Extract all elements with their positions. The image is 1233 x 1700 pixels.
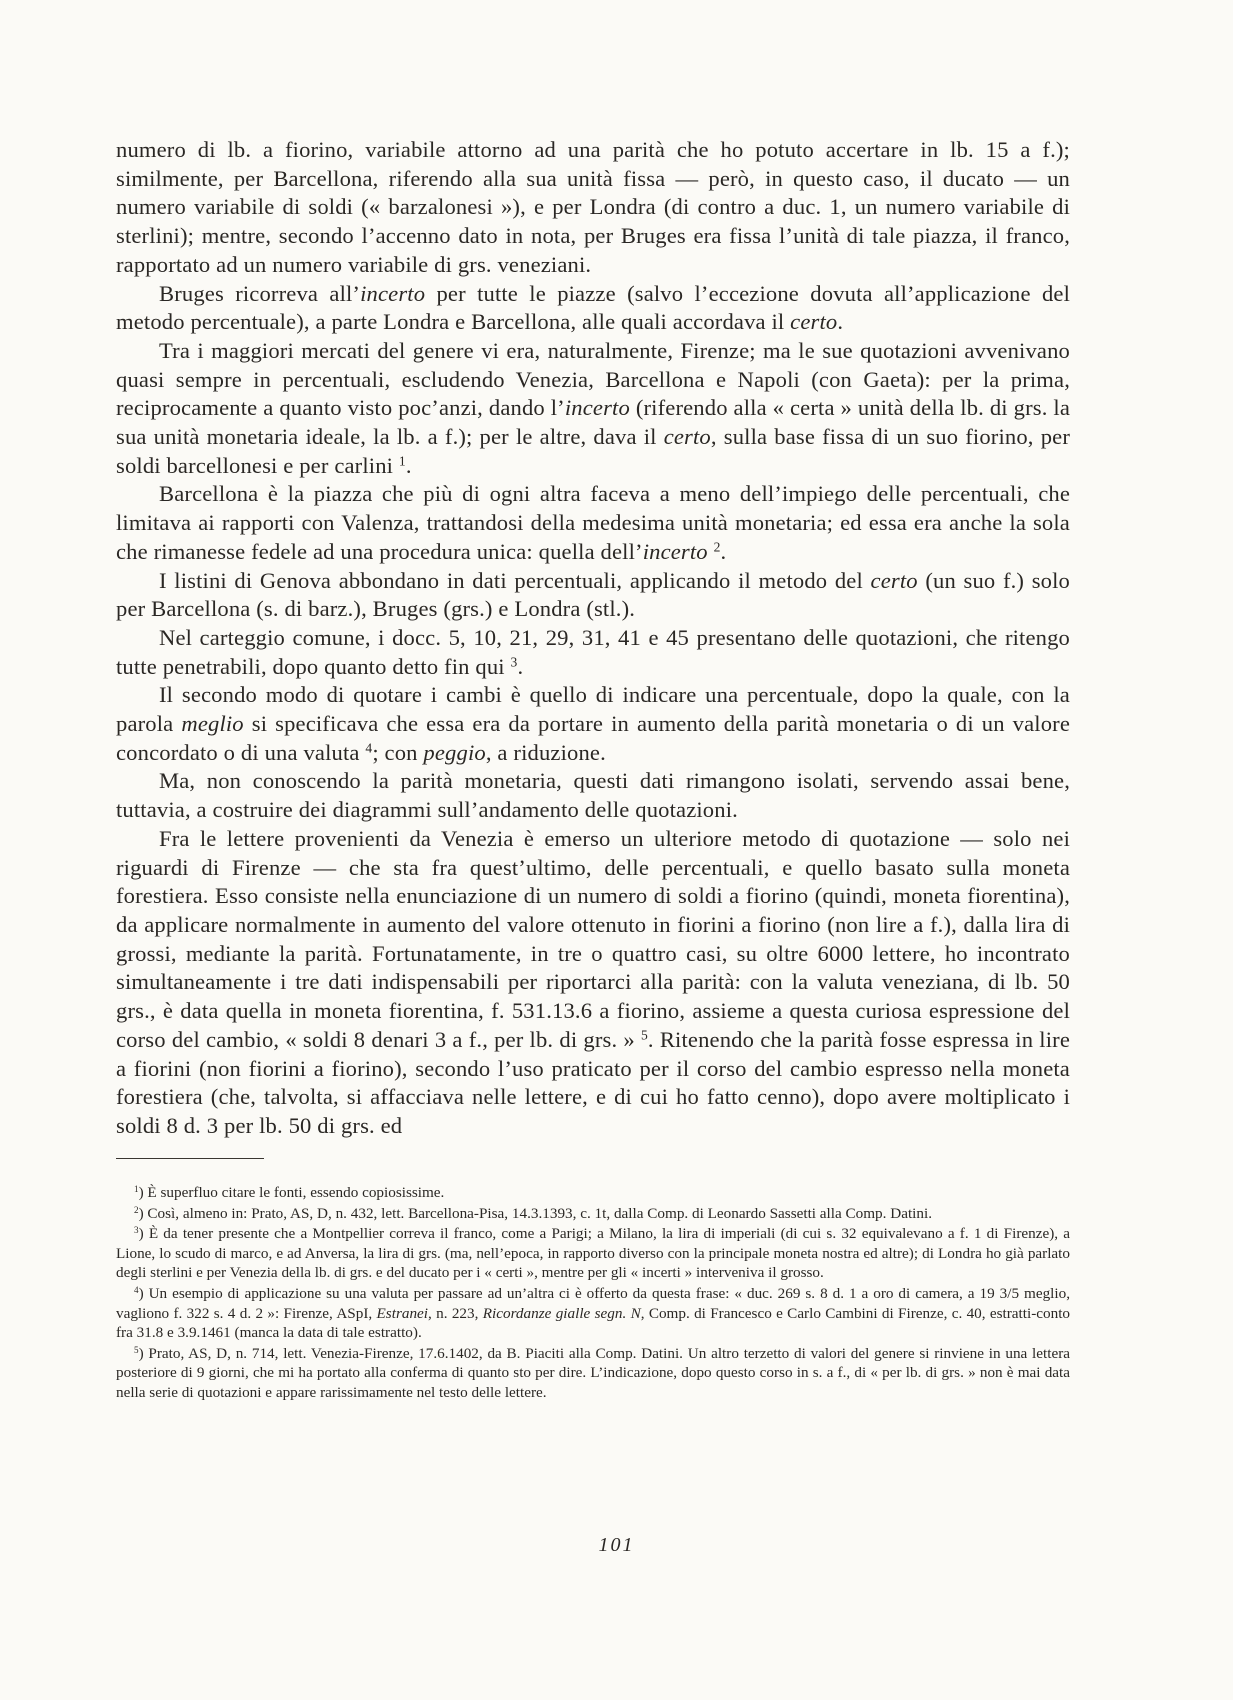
footnotes (116, 1183, 1070, 1404)
footnote-separator (116, 1158, 264, 1159)
page-number: 101 (598, 1534, 635, 1556)
paragraph-2: Bruges ricorreva all’incerto per tutte le piazze (salvo l’eccezione dovuta all’applicazione del metodo percentuale), a parte Londra e Barcellona, alle quali accordava il certo. (116, 280, 1071, 335)
footnote-2: $^2$) Così, almeno in: Prato, AS, D, n. 432, lett. Barcellona-Pisa, 14.3.1393, c. 1t, dalla Comp. di Leonardo Sassetti alla Comp. Datini. (134, 1204, 933, 1222)
paragraph-5: I listini di Genova abbondano in dati percentuali, applicando il metodo del certo (un suo f.) solo per Barcellona (s. di barz.), Bruges (grs.) e Londra (stl.). (116, 567, 1070, 622)
paragraph-8: Ma, non conoscendo la parità monetaria, questi dati rimangono isolati, servendo assai bene, tuttavia, a costruire dei diagrammi sull’andamento delle quotazioni. (116, 768, 1070, 823)
paragraph-9: Fra le lettere provenienti da Venezia è emerso un ulteriore metodo di quotazione — solo nei riguardi di Firenze — che sta fra quest’ultimo, delle percentuali, e quello basato sulla moneta forestiera. Esso consiste nella enunciazione di un numero di soldi a fiorino (quindi, moneta fiorentina), da applicare normalmente in aumento del valore ottenuto in fiorini a fiorino (non lire a f.), dalla lira di grossi, mediante la parità. Fortunatamente, in tre o quattro casi, su oltre 6000 lettere, ho incontrato simultaneamente i tre dati indispensabili per riportarci alla parità: con la valuta veneziana, di lb. 50 grs., è data quella in moneta fiorentina, f. 531.13.6 a fiorino, assieme a questa curiosa espressione del corso del cambio, « soldi 8 denari 3 a f., per lb. di grs. » $^5$. Ritenendo che la parità fosse espressa in lire a fiorini (non fiorini a fiorino), secondo l’uso praticato per il corso del cambio espresso nella moneta forestiera (che, talvolta, si affacciava nelle lettere, e di cui ho fatto cenno), dopo avere moltiplicato i soldi 8 d. 3 per lb. 50 di grs. ed (116, 825, 1070, 1138)
paragraph-7: Il secondo modo di quotare i cambi è quello di indicare una percentuale, dopo la quale, con la parola meglio si specificava che essa era da portare in aumento della parità monetaria o di un valore concordato o di una valuta $^4$; con peggio, a riduzione. (116, 682, 1070, 765)
paragraph-4: Barcellona è la piazza che più di ogni altra faceva a meno dell’impiego delle percentuali, che limitava ai rapporti con Valenza, trattandosi della medesima unità monetaria; ed essa era anche la sola che rimanesse fedele ad una procedura unica: quella dell’incerto $^2$. (116, 481, 1070, 564)
footnote-4: $^4$) Un esempio di applicazione su una valuta per passare ad un’altra ci è offerto da questa frase: « duc. 269 s. 8 d. 1 a oro di camera, a 19 3/5 meglio, vagliono f. 322 s. 4 d. 2 »: Firenze, ASpI, Estranei, n. 223, Ricordanze gialle segn. N, Comp. di Francesco e Carlo Cambini di Firenze, c. 40, estratti-conto fra 31.8 e 3.9.1461 (manca la data di tale estratto). (116, 1284, 1071, 1342)
footnote-1: $^1$) È superfluo citare le fonti, essendo copiosissime. (134, 1183, 445, 1201)
main-text (116, 136, 1070, 1141)
paragraph-1: numero di lb. a fiorino, variabile attorno ad una parità che ho potuto accertare in lb. 15 a f.); similmente, per Barcellona, riferendo alla sua unità fissa — però, in questo caso, il ducato — un numero variabile di soldi (« barzalonesi »), e per Londra (di contro a duc. 1, un numero variabile di sterlini); mentre, secondo l’accenno dato in nota, per Bruges era fissa l’unità di tale piazza, il franco, rapportato ad un numero variabile di grs. veneziani. (116, 137, 1070, 277)
paragraph-3: Tra i maggiori mercati del genere vi era, naturalmente, Firenze; ma le sue quotazioni avvenivano quasi sempre in percentuali, escludendo Venezia, Barcellona e Napoli (con Gaeta): per la prima, reciprocamente a quanto visto poc’anzi, dando l’incerto (riferendo alla « certa » unità della lb. di grs. la sua unità monetaria ideale, la lb. a f.); per le altre, dava il certo, sulla base fissa di un suo fiorino, per soldi barcellonesi e per carlini $^1$. (116, 337, 1070, 478)
footnote-3: $^3$) È da tener presente che a Montpellier correva il franco, come a Parigi; a Milano, la lira di imperiali (di cui s. 32 equivalevano a f. 1 di Firenze), a Lione, lo scudo di marco, e ad Anversa, la lira di grs. (ma, nell’epoca, in rapporto diverso con la principale moneta nostra ed altre); di Londra ho già parlato degli sterlini e per Venezia della lb. di grs. e del ducato per i « certi », mentre per gli « incerti » interveniva il grosso. (116, 1225, 1070, 1282)
paragraph-6: Nel carteggio comune, i docc. 5, 10, 21, 29, 31, 41 e 45 presentano delle quotazioni, che ritengo tutte penetrabili, dopo quanto detto fin qui $^3$. (116, 624, 1070, 679)
footnote-5: $^5$) Prato, AS, D, n. 714, lett. Venezia-Firenze, 17.6.1402, da B. Piaciti alla Comp. Datini. Un altro terzetto di valori del genere si rinviene in una lettera posteriore di 9 giorni, che mi ha portato alla conferma di quanto sto per dire. L’indicazione, dopo questo corso in s. a f., di « per lb. di grs. » non è mai data nella serie di quotazioni e appare rarissimamente nel testo delle lettere. (116, 1344, 1070, 1401)
